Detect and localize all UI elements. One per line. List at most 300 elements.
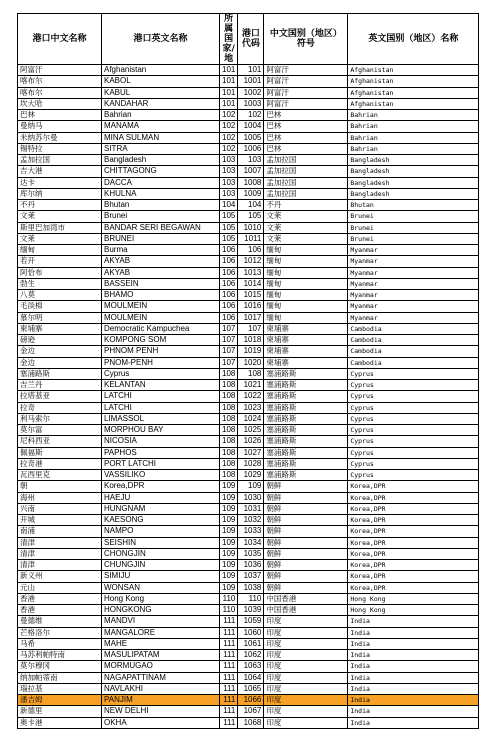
table-row[interactable] <box>18 233 479 244</box>
cell-country-cn[interactable]: 印度 <box>264 695 348 706</box>
cell-country-cn[interactable]: 印度 <box>264 706 348 717</box>
cell-country-code[interactable]: 106 <box>220 301 238 312</box>
cell-port-en[interactable]: PNOM-PENH <box>102 357 220 368</box>
cell-port-code[interactable]: 1026 <box>238 436 264 447</box>
cell-country-en[interactable]: Cambodia <box>348 335 479 346</box>
cell-port-cn[interactable]: 拉塔基亚 <box>18 391 102 402</box>
cell-port-en[interactable]: CHUNGJIN <box>102 560 220 571</box>
cell-port-cn[interactable]: 南浦 <box>18 526 102 537</box>
table-row[interactable] <box>18 357 479 368</box>
cell-country-cn[interactable]: 阿富汗 <box>264 98 348 109</box>
table-row[interactable] <box>18 267 479 278</box>
cell-port-en[interactable]: NEW DELHI <box>102 706 220 717</box>
cell-country-en[interactable]: Cambodia <box>348 346 479 357</box>
cell-port-cn[interactable]: 利马索尔 <box>18 413 102 424</box>
cell-port-en[interactable]: NAMPO <box>102 526 220 537</box>
cell-country-code[interactable]: 108 <box>220 391 238 402</box>
cell-port-code[interactable]: 1008 <box>238 177 264 188</box>
cell-country-cn[interactable]: 柬埔寨 <box>264 346 348 357</box>
cell-country-cn[interactable]: 塞浦路斯 <box>264 436 348 447</box>
cell-port-cn[interactable]: 瑙拉基 <box>18 683 102 694</box>
table-row[interactable] <box>18 616 479 627</box>
cell-country-code[interactable]: 108 <box>220 402 238 413</box>
cell-country-cn[interactable]: 文莱 <box>264 233 348 244</box>
cell-country-en[interactable]: Bahrian <box>348 110 479 121</box>
cell-country-code[interactable]: 107 <box>220 335 238 346</box>
cell-country-cn[interactable]: 印度 <box>264 638 348 649</box>
cell-port-cn[interactable]: 马希 <box>18 638 102 649</box>
cell-port-cn[interactable]: 佩福斯 <box>18 447 102 458</box>
cell-country-en[interactable]: India <box>348 627 479 638</box>
cell-port-cn[interactable]: 清津 <box>18 560 102 571</box>
cell-port-en[interactable]: DACCA <box>102 177 220 188</box>
cell-port-cn[interactable]: 纳加帕蒂南 <box>18 672 102 683</box>
cell-country-cn[interactable]: 朝鲜 <box>264 481 348 492</box>
cell-country-en[interactable]: Myanmar <box>348 278 479 289</box>
cell-country-cn[interactable]: 缅甸 <box>264 290 348 301</box>
cell-port-cn[interactable]: 马苏利帕特南 <box>18 650 102 661</box>
table-row[interactable] <box>18 548 479 559</box>
cell-port-en[interactable]: Bahrian <box>102 110 220 121</box>
cell-port-code[interactable]: 107 <box>238 323 264 334</box>
cell-port-code[interactable]: 1059 <box>238 616 264 627</box>
cell-port-code[interactable]: 1063 <box>238 661 264 672</box>
cell-port-code[interactable]: 1020 <box>238 357 264 368</box>
cell-port-code[interactable]: 1035 <box>238 548 264 559</box>
cell-country-en[interactable]: India <box>348 616 479 627</box>
cell-port-cn[interactable]: 瓦西里克 <box>18 470 102 481</box>
cell-port-code[interactable]: 102 <box>238 110 264 121</box>
cell-country-en[interactable]: Hong Kong <box>348 593 479 604</box>
cell-country-cn[interactable]: 孟加拉国 <box>264 177 348 188</box>
cell-country-en[interactable]: Cyprus <box>348 413 479 424</box>
cell-country-code[interactable]: 102 <box>220 121 238 132</box>
cell-port-en[interactable]: BHAMO <box>102 290 220 301</box>
cell-country-code[interactable]: 111 <box>220 717 238 728</box>
cell-country-code[interactable]: 103 <box>220 177 238 188</box>
cell-country-en[interactable]: Cyprus <box>348 447 479 458</box>
cell-port-code[interactable]: 105 <box>238 211 264 222</box>
cell-port-code[interactable]: 1029 <box>238 470 264 481</box>
cell-country-cn[interactable]: 中国香港 <box>264 605 348 616</box>
cell-country-code[interactable]: 109 <box>220 582 238 593</box>
cell-country-code[interactable]: 108 <box>220 470 238 481</box>
cell-port-en[interactable]: Bangladesh <box>102 155 220 166</box>
cell-port-code[interactable]: 1032 <box>238 515 264 526</box>
cell-port-cn[interactable]: 磅逊 <box>18 335 102 346</box>
cell-port-cn[interactable]: 喀布尔 <box>18 76 102 87</box>
cell-country-en[interactable]: Bahrian <box>348 143 479 154</box>
cell-country-en[interactable]: Myanmar <box>348 256 479 267</box>
table-row[interactable] <box>18 312 479 323</box>
cell-country-en[interactable]: Bahrian <box>348 121 479 132</box>
cell-port-code[interactable]: 1025 <box>238 425 264 436</box>
cell-country-cn[interactable]: 印度 <box>264 717 348 728</box>
cell-country-en[interactable]: Korea,DPR <box>348 526 479 537</box>
cell-country-en[interactable]: Afghanistan <box>348 87 479 98</box>
cell-country-cn[interactable]: 塞浦路斯 <box>264 391 348 402</box>
cell-country-code[interactable]: 105 <box>220 233 238 244</box>
cell-port-cn[interactable]: 塞浦路斯 <box>18 368 102 379</box>
cell-country-code[interactable]: 106 <box>220 290 238 301</box>
cell-port-cn[interactable]: 米纳苏尔曼 <box>18 132 102 143</box>
cell-port-code[interactable]: 1064 <box>238 672 264 683</box>
cell-country-cn[interactable]: 印度 <box>264 627 348 638</box>
cell-port-en[interactable]: MAHE <box>102 638 220 649</box>
cell-port-cn[interactable]: 阿富汗 <box>18 65 102 76</box>
cell-port-code[interactable]: 1021 <box>238 380 264 391</box>
cell-port-en[interactable]: MOULMEIN <box>102 312 220 323</box>
cell-port-code[interactable]: 1037 <box>238 571 264 582</box>
table-row[interactable] <box>18 717 479 728</box>
cell-country-en[interactable]: India <box>348 683 479 694</box>
cell-port-en[interactable]: HUNGNAM <box>102 503 220 514</box>
cell-port-cn[interactable]: 斯里巴加湾市 <box>18 222 102 233</box>
cell-country-cn[interactable]: 印度 <box>264 616 348 627</box>
cell-country-cn[interactable]: 孟加拉国 <box>264 166 348 177</box>
cell-country-cn[interactable]: 塞浦路斯 <box>264 413 348 424</box>
cell-port-cn[interactable]: 巴林 <box>18 110 102 121</box>
cell-port-en[interactable]: HAEJU <box>102 492 220 503</box>
cell-port-en[interactable]: AKYAB <box>102 256 220 267</box>
cell-port-code[interactable]: 1022 <box>238 391 264 402</box>
cell-port-cn[interactable]: 清津 <box>18 548 102 559</box>
cell-port-en[interactable]: KOMPONG SOM <box>102 335 220 346</box>
table-row[interactable] <box>18 706 479 717</box>
cell-port-cn[interactable]: 阿恰布 <box>18 267 102 278</box>
cell-port-en[interactable]: MORMUGAO <box>102 661 220 672</box>
table-row[interactable] <box>18 200 479 211</box>
cell-port-code[interactable]: 1036 <box>238 560 264 571</box>
cell-port-code[interactable]: 1018 <box>238 335 264 346</box>
cell-country-en[interactable]: Myanmar <box>348 290 479 301</box>
cell-country-code[interactable]: 107 <box>220 323 238 334</box>
cell-country-code[interactable]: 101 <box>220 98 238 109</box>
cell-country-cn[interactable]: 塞浦路斯 <box>264 458 348 469</box>
cell-port-en[interactable]: SITRA <box>102 143 220 154</box>
cell-country-cn[interactable]: 朝鲜 <box>264 492 348 503</box>
cell-port-cn[interactable]: 兴南 <box>18 503 102 514</box>
cell-port-code[interactable]: 1016 <box>238 301 264 312</box>
cell-port-cn[interactable]: 库尔纳 <box>18 188 102 199</box>
cell-port-cn[interactable]: 元山 <box>18 582 102 593</box>
cell-country-cn[interactable]: 塞浦路斯 <box>264 470 348 481</box>
cell-country-en[interactable]: Afghanistan <box>348 76 479 87</box>
cell-port-en[interactable]: KELANTAN <box>102 380 220 391</box>
cell-port-en[interactable]: NAGAPATTINAM <box>102 672 220 683</box>
cell-port-en[interactable]: Hong Kong <box>102 593 220 604</box>
cell-country-en[interactable]: Cyprus <box>348 402 479 413</box>
cell-port-code[interactable]: 1017 <box>238 312 264 323</box>
cell-country-code[interactable]: 102 <box>220 143 238 154</box>
cell-port-cn[interactable]: 文莱 <box>18 233 102 244</box>
table-row[interactable] <box>18 672 479 683</box>
cell-port-cn[interactable]: 尼科西亚 <box>18 436 102 447</box>
cell-country-en[interactable]: Cambodia <box>348 323 479 334</box>
cell-country-cn[interactable]: 塞浦路斯 <box>264 447 348 458</box>
cell-port-cn[interactable]: 海州 <box>18 492 102 503</box>
cell-port-code[interactable]: 104 <box>238 200 264 211</box>
cell-port-code[interactable]: 109 <box>238 481 264 492</box>
cell-port-en[interactable]: Afghanistan <box>102 65 220 76</box>
cell-country-code[interactable]: 101 <box>220 76 238 87</box>
table-row[interactable] <box>18 638 479 649</box>
cell-port-en[interactable]: HONGKONG <box>102 605 220 616</box>
cell-country-code[interactable]: 111 <box>220 661 238 672</box>
cell-port-cn[interactable]: 毛淡棉 <box>18 301 102 312</box>
cell-port-code[interactable]: 1019 <box>238 346 264 357</box>
cell-port-en[interactable]: Brunei <box>102 211 220 222</box>
cell-port-code[interactable]: 101 <box>238 65 264 76</box>
cell-port-code[interactable]: 1065 <box>238 683 264 694</box>
cell-country-cn[interactable]: 中国香港 <box>264 593 348 604</box>
cell-port-en[interactable]: KHULNA <box>102 188 220 199</box>
cell-port-code[interactable]: 1023 <box>238 402 264 413</box>
cell-country-cn[interactable]: 柬埔寨 <box>264 335 348 346</box>
cell-country-cn[interactable]: 印度 <box>264 672 348 683</box>
cell-country-en[interactable]: Bangladesh <box>348 188 479 199</box>
cell-country-en[interactable]: Bangladesh <box>348 177 479 188</box>
table-row[interactable] <box>18 188 479 199</box>
cell-country-code[interactable]: 111 <box>220 672 238 683</box>
cell-port-code[interactable]: 1027 <box>238 447 264 458</box>
cell-port-en[interactable]: NICOSIA <box>102 436 220 447</box>
cell-country-code[interactable]: 103 <box>220 166 238 177</box>
table-row[interactable] <box>18 413 479 424</box>
cell-country-cn[interactable]: 塞浦路斯 <box>264 425 348 436</box>
cell-port-en[interactable]: KANDAHAR <box>102 98 220 109</box>
cell-port-en[interactable]: LIMASSOL <box>102 413 220 424</box>
cell-port-cn[interactable]: 新德里 <box>18 706 102 717</box>
cell-port-en[interactable]: Burma <box>102 245 220 256</box>
cell-country-code[interactable]: 102 <box>220 110 238 121</box>
cell-port-cn[interactable]: 莫尔富 <box>18 425 102 436</box>
cell-port-code[interactable]: 1034 <box>238 537 264 548</box>
table-row[interactable] <box>18 503 479 514</box>
cell-country-cn[interactable]: 阿富汗 <box>264 76 348 87</box>
cell-port-cn[interactable]: 锡特拉 <box>18 143 102 154</box>
cell-port-en[interactable]: PANJIM <box>102 695 220 706</box>
cell-country-code[interactable]: 104 <box>220 200 238 211</box>
cell-port-en[interactable]: MANDVI <box>102 616 220 627</box>
cell-country-code[interactable]: 108 <box>220 458 238 469</box>
cell-country-cn[interactable]: 朝鲜 <box>264 537 348 548</box>
cell-port-code[interactable]: 1002 <box>238 87 264 98</box>
cell-country-cn[interactable]: 塞浦路斯 <box>264 368 348 379</box>
cell-port-cn[interactable]: 孟加拉国 <box>18 155 102 166</box>
table-row[interactable] <box>18 380 479 391</box>
cell-port-cn[interactable]: 清津 <box>18 537 102 548</box>
cell-port-code[interactable]: 1068 <box>238 717 264 728</box>
cell-port-code[interactable]: 1014 <box>238 278 264 289</box>
cell-port-code[interactable]: 1039 <box>238 605 264 616</box>
cell-country-cn[interactable]: 朝鲜 <box>264 548 348 559</box>
cell-country-en[interactable]: Myanmar <box>348 312 479 323</box>
cell-port-en[interactable]: PHNOM PENH <box>102 346 220 357</box>
cell-port-code[interactable]: 1028 <box>238 458 264 469</box>
cell-country-code[interactable]: 108 <box>220 413 238 424</box>
cell-port-cn[interactable]: 朝 <box>18 481 102 492</box>
cell-country-cn[interactable]: 文莱 <box>264 211 348 222</box>
cell-port-cn[interactable]: 芒格洛尔 <box>18 627 102 638</box>
cell-country-cn[interactable]: 缅甸 <box>264 256 348 267</box>
cell-port-cn[interactable]: 吉大港 <box>18 166 102 177</box>
cell-country-en[interactable]: India <box>348 661 479 672</box>
cell-country-cn[interactable]: 朝鲜 <box>264 526 348 537</box>
cell-country-code[interactable]: 106 <box>220 256 238 267</box>
cell-port-cn[interactable]: 文莱 <box>18 211 102 222</box>
cell-country-code[interactable]: 101 <box>220 65 238 76</box>
cell-country-en[interactable]: Myanmar <box>348 267 479 278</box>
table-row[interactable] <box>18 458 479 469</box>
table-row[interactable] <box>18 436 479 447</box>
cell-country-en[interactable]: Korea,DPR <box>348 571 479 582</box>
cell-country-en[interactable]: Korea,DPR <box>348 560 479 571</box>
cell-country-en[interactable]: Bangladesh <box>348 166 479 177</box>
cell-country-cn[interactable]: 文莱 <box>264 222 348 233</box>
cell-country-en[interactable]: Brunei <box>348 222 479 233</box>
table-row[interactable] <box>18 245 479 256</box>
cell-port-cn[interactable]: 曼纳马 <box>18 121 102 132</box>
cell-country-cn[interactable]: 印度 <box>264 661 348 672</box>
cell-country-en[interactable]: Brunei <box>348 211 479 222</box>
cell-country-cn[interactable]: 孟加拉国 <box>264 188 348 199</box>
cell-port-cn[interactable]: 达卡 <box>18 177 102 188</box>
table-row[interactable] <box>18 211 479 222</box>
table-row[interactable] <box>18 301 479 312</box>
cell-country-en[interactable]: India <box>348 717 479 728</box>
cell-port-en[interactable]: MASULIPATAM <box>102 650 220 661</box>
cell-country-cn[interactable]: 印度 <box>264 683 348 694</box>
cell-country-cn[interactable]: 缅甸 <box>264 278 348 289</box>
cell-country-cn[interactable]: 朝鲜 <box>264 582 348 593</box>
cell-country-code[interactable]: 108 <box>220 436 238 447</box>
cell-port-en[interactable]: MINA SULMAN <box>102 132 220 143</box>
cell-port-cn[interactable]: 金边 <box>18 357 102 368</box>
table-row[interactable] <box>18 278 479 289</box>
table-row[interactable] <box>18 323 479 334</box>
cell-country-code[interactable]: 111 <box>220 616 238 627</box>
table-row[interactable] <box>18 425 479 436</box>
table-row[interactable] <box>18 661 479 672</box>
cell-port-cn[interactable]: 柬埔寨 <box>18 323 102 334</box>
cell-port-en[interactable]: Korea,DPR <box>102 481 220 492</box>
cell-port-en[interactable]: CHITTAGONG <box>102 166 220 177</box>
cell-country-en[interactable]: Cyprus <box>348 391 479 402</box>
cell-port-code[interactable]: 106 <box>238 245 264 256</box>
cell-port-code[interactable]: 1067 <box>238 706 264 717</box>
cell-country-en[interactable]: Bangladesh <box>348 155 479 166</box>
cell-port-code[interactable]: 1066 <box>238 695 264 706</box>
cell-country-en[interactable]: Cambodia <box>348 357 479 368</box>
cell-port-en[interactable]: LATCHI <box>102 391 220 402</box>
cell-country-code[interactable]: 108 <box>220 425 238 436</box>
cell-port-cn[interactable]: 勃生 <box>18 278 102 289</box>
cell-port-en[interactable]: BRUNEI <box>102 233 220 244</box>
cell-port-en[interactable]: Cyprus <box>102 368 220 379</box>
cell-port-code[interactable]: 1010 <box>238 222 264 233</box>
cell-port-code[interactable]: 108 <box>238 368 264 379</box>
cell-port-cn[interactable]: 缅甸 <box>18 245 102 256</box>
cell-country-en[interactable]: Korea,DPR <box>348 492 479 503</box>
cell-country-en[interactable]: India <box>348 706 479 717</box>
cell-country-code[interactable]: 106 <box>220 245 238 256</box>
cell-country-cn[interactable]: 巴林 <box>264 143 348 154</box>
cell-country-en[interactable]: Myanmar <box>348 301 479 312</box>
cell-country-code[interactable]: 109 <box>220 571 238 582</box>
cell-port-cn[interactable]: 曼德维 <box>18 616 102 627</box>
cell-port-code[interactable]: 1013 <box>238 267 264 278</box>
cell-country-en[interactable]: Hong Kong <box>348 605 479 616</box>
cell-port-en[interactable]: SEISHIN <box>102 537 220 548</box>
cell-country-code[interactable]: 106 <box>220 312 238 323</box>
cell-port-code[interactable]: 1003 <box>238 98 264 109</box>
cell-country-code[interactable]: 109 <box>220 548 238 559</box>
cell-country-code[interactable]: 105 <box>220 211 238 222</box>
cell-country-cn[interactable]: 缅甸 <box>264 267 348 278</box>
cell-country-code[interactable]: 109 <box>220 481 238 492</box>
cell-port-en[interactable]: PAPHOS <box>102 447 220 458</box>
cell-country-cn[interactable]: 朝鲜 <box>264 571 348 582</box>
cell-port-en[interactable]: BASSEIN <box>102 278 220 289</box>
cell-country-en[interactable]: Bhutan <box>348 200 479 211</box>
cell-country-code[interactable]: 101 <box>220 87 238 98</box>
cell-country-code[interactable]: 109 <box>220 526 238 537</box>
cell-port-code[interactable]: 1007 <box>238 166 264 177</box>
cell-port-cn[interactable]: 潘吉姆 <box>18 695 102 706</box>
cell-port-cn[interactable]: 若开 <box>18 256 102 267</box>
cell-country-en[interactable]: Korea,DPR <box>348 481 479 492</box>
cell-country-code[interactable]: 109 <box>220 537 238 548</box>
cell-country-code[interactable]: 103 <box>220 155 238 166</box>
cell-port-code[interactable]: 1015 <box>238 290 264 301</box>
cell-country-cn[interactable]: 柬埔寨 <box>264 323 348 334</box>
cell-country-code[interactable]: 111 <box>220 706 238 717</box>
cell-port-en[interactable]: MOULMEIN <box>102 301 220 312</box>
cell-port-code[interactable]: 1060 <box>238 627 264 638</box>
cell-port-code[interactable]: 1011 <box>238 233 264 244</box>
table-row[interactable] <box>18 346 479 357</box>
cell-country-cn[interactable]: 巴林 <box>264 110 348 121</box>
cell-country-cn[interactable]: 塞浦路斯 <box>264 380 348 391</box>
cell-country-code[interactable]: 105 <box>220 222 238 233</box>
table-row[interactable] <box>18 447 479 458</box>
cell-country-code[interactable]: 109 <box>220 560 238 571</box>
table-row-selected[interactable] <box>18 695 479 706</box>
table-row[interactable] <box>18 492 479 503</box>
table-row[interactable] <box>18 76 479 87</box>
cell-port-en[interactable]: KABOL <box>102 76 220 87</box>
cell-country-code[interactable]: 111 <box>220 695 238 706</box>
cell-port-code[interactable]: 1031 <box>238 503 264 514</box>
cell-country-en[interactable]: Korea,DPR <box>348 548 479 559</box>
table-row[interactable] <box>18 121 479 132</box>
table-row[interactable] <box>18 87 479 98</box>
cell-port-en[interactable]: MANGALORE <box>102 627 220 638</box>
table-row[interactable] <box>18 166 479 177</box>
table-row[interactable] <box>18 65 479 76</box>
cell-port-en[interactable]: KAESONG <box>102 515 220 526</box>
cell-country-code[interactable]: 108 <box>220 368 238 379</box>
cell-country-code[interactable]: 106 <box>220 278 238 289</box>
cell-country-code[interactable]: 110 <box>220 605 238 616</box>
cell-port-en[interactable]: KABUL <box>102 87 220 98</box>
cell-port-cn[interactable]: 吉兰丹 <box>18 380 102 391</box>
cell-port-en[interactable]: CHONGJIN <box>102 548 220 559</box>
cell-port-en[interactable]: Bhutan <box>102 200 220 211</box>
cell-country-code[interactable]: 102 <box>220 132 238 143</box>
cell-country-code[interactable]: 103 <box>220 188 238 199</box>
